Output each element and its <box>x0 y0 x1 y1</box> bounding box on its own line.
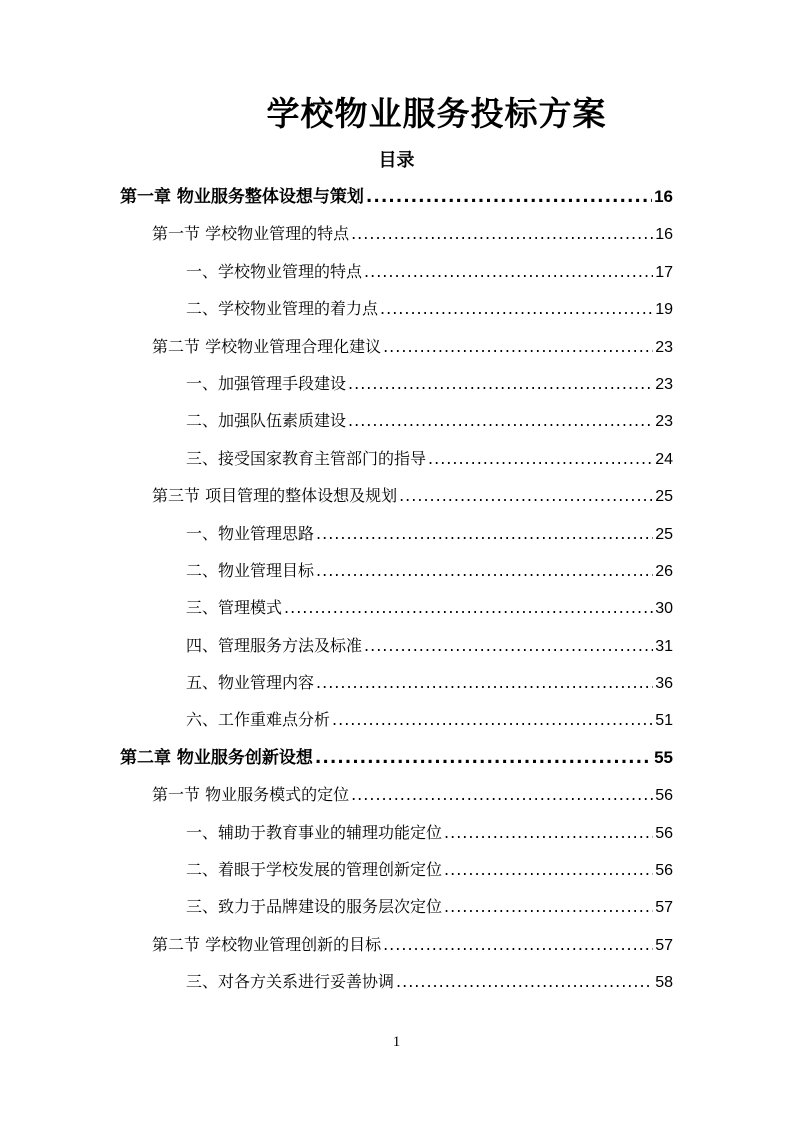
dot-leader <box>366 179 652 216</box>
toc-entry-page: 57 <box>655 936 673 954</box>
table-of-contents <box>120 178 673 1001</box>
dot-leader <box>316 515 653 552</box>
toc-entry[interactable] <box>120 328 673 365</box>
toc-entry-label: 三、致力于品牌建设的服务层次定位 <box>186 897 443 917</box>
toc-entry[interactable] <box>120 440 673 477</box>
dot-leader <box>351 215 653 252</box>
toc-entry-page: 19 <box>655 301 673 319</box>
toc-entry-page: 23 <box>655 338 673 356</box>
toc-entry[interactable] <box>120 178 673 215</box>
toc-entry-page: 17 <box>655 263 673 281</box>
toc-entry[interactable] <box>120 851 673 888</box>
toc-entry-page: 56 <box>655 862 673 880</box>
toc-entry-page: 56 <box>655 824 673 842</box>
toc-entry[interactable] <box>120 477 673 514</box>
toc-entry[interactable] <box>120 888 673 925</box>
toc-entry[interactable] <box>120 627 673 664</box>
dot-leader <box>315 740 652 777</box>
dot-leader <box>364 253 653 290</box>
toc-entry-page: 36 <box>655 675 673 693</box>
toc-entry[interactable] <box>120 814 673 851</box>
dot-leader <box>428 440 653 477</box>
dot-leader <box>348 365 653 402</box>
dot-leader <box>316 664 653 701</box>
toc-heading: 目录 <box>378 150 415 171</box>
dot-leader <box>444 888 653 925</box>
toc-entry-label: 二、着眼于学校发展的管理创新定位 <box>186 860 443 880</box>
dot-leader <box>444 814 653 851</box>
document-title: 学校物业服务投标方案 <box>266 94 607 133</box>
toc-entry[interactable] <box>120 701 673 738</box>
dot-leader <box>396 963 653 1000</box>
toc-entry-page: 56 <box>655 787 673 805</box>
toc-entry[interactable] <box>120 963 673 1000</box>
toc-entry-page: 23 <box>655 375 673 393</box>
dot-leader <box>351 776 653 813</box>
toc-entry-page: 30 <box>655 600 673 618</box>
toc-entry-label: 第二节 学校物业管理合理化建议 <box>152 336 382 356</box>
toc-entry-label: 第三节 项目管理的整体设想及规划 <box>152 486 398 506</box>
dot-leader <box>348 402 653 439</box>
toc-entry[interactable] <box>120 215 673 252</box>
dot-leader <box>284 589 653 626</box>
toc-entry-page: 26 <box>655 562 673 580</box>
toc-entry-label: 三、对各方关系进行妥善协调 <box>186 972 395 992</box>
dot-leader <box>316 552 653 589</box>
toc-entry-label: 第二节 学校物业管理创新的目标 <box>152 934 382 954</box>
toc-entry-page: 23 <box>655 413 673 431</box>
toc-entry-page: 58 <box>655 974 673 992</box>
toc-entry-label: 三、接受国家教育主管部门的指导 <box>186 448 427 468</box>
toc-entry-page: 51 <box>655 712 673 730</box>
toc-entry[interactable] <box>120 589 673 626</box>
toc-entry[interactable] <box>120 365 673 402</box>
toc-entry[interactable] <box>120 402 673 439</box>
toc-entry-page: 55 <box>654 747 673 767</box>
toc-entry-label: 第一节 物业服务模式的定位 <box>152 785 350 805</box>
toc-entry-page: 16 <box>654 187 673 206</box>
toc-entry-label: 第一节 学校物业管理的特点 <box>152 224 350 244</box>
toc-entry[interactable] <box>120 664 673 701</box>
toc-entry-label: 五、物业管理内容 <box>186 673 315 693</box>
toc-entry[interactable] <box>120 290 673 327</box>
toc-entry-label: 二、物业管理目标 <box>186 560 315 580</box>
toc-entry-label: 二、加强队伍素质建设 <box>186 411 347 431</box>
toc-entry-label: 一、物业管理思路 <box>186 523 315 543</box>
toc-entry-page: 24 <box>655 450 673 468</box>
toc-entry[interactable] <box>120 253 673 290</box>
dot-leader <box>444 851 653 888</box>
toc-entry[interactable] <box>120 776 673 813</box>
page-number: 1 <box>392 1034 401 1050</box>
toc-entry-page: 25 <box>655 525 673 543</box>
toc-entry-label: 一、学校物业管理的特点 <box>186 261 363 281</box>
toc-entry-label: 六、工作重难点分析 <box>186 710 331 730</box>
dot-leader <box>364 627 653 664</box>
dot-leader <box>399 477 653 514</box>
toc-entry[interactable] <box>120 926 673 963</box>
toc-entry-label: 第二章 物业服务创新设想 <box>120 747 313 768</box>
toc-entry-page: 25 <box>655 488 673 506</box>
toc-entry-label: 三、管理模式 <box>186 598 283 618</box>
dot-leader <box>380 290 653 327</box>
toc-entry[interactable] <box>120 552 673 589</box>
toc-entry-page: 31 <box>655 637 673 655</box>
toc-entry-label: 四、管理服务方法及标准 <box>186 635 363 655</box>
toc-entry-page: 16 <box>655 226 673 244</box>
toc-entry[interactable] <box>120 515 673 552</box>
dot-leader <box>332 701 653 738</box>
dot-leader <box>383 926 653 963</box>
toc-entry-label: 一、辅助于教育事业的辅理功能定位 <box>186 822 443 842</box>
toc-entry[interactable] <box>120 739 673 776</box>
toc-entry-page: 57 <box>655 899 673 917</box>
toc-entry-label: 一、加强管理手段建设 <box>186 373 347 393</box>
toc-entry-label: 二、学校物业管理的着力点 <box>186 299 379 319</box>
dot-leader <box>383 328 653 365</box>
toc-entry-label: 第一章 物业服务整体设想与策划 <box>120 187 364 207</box>
